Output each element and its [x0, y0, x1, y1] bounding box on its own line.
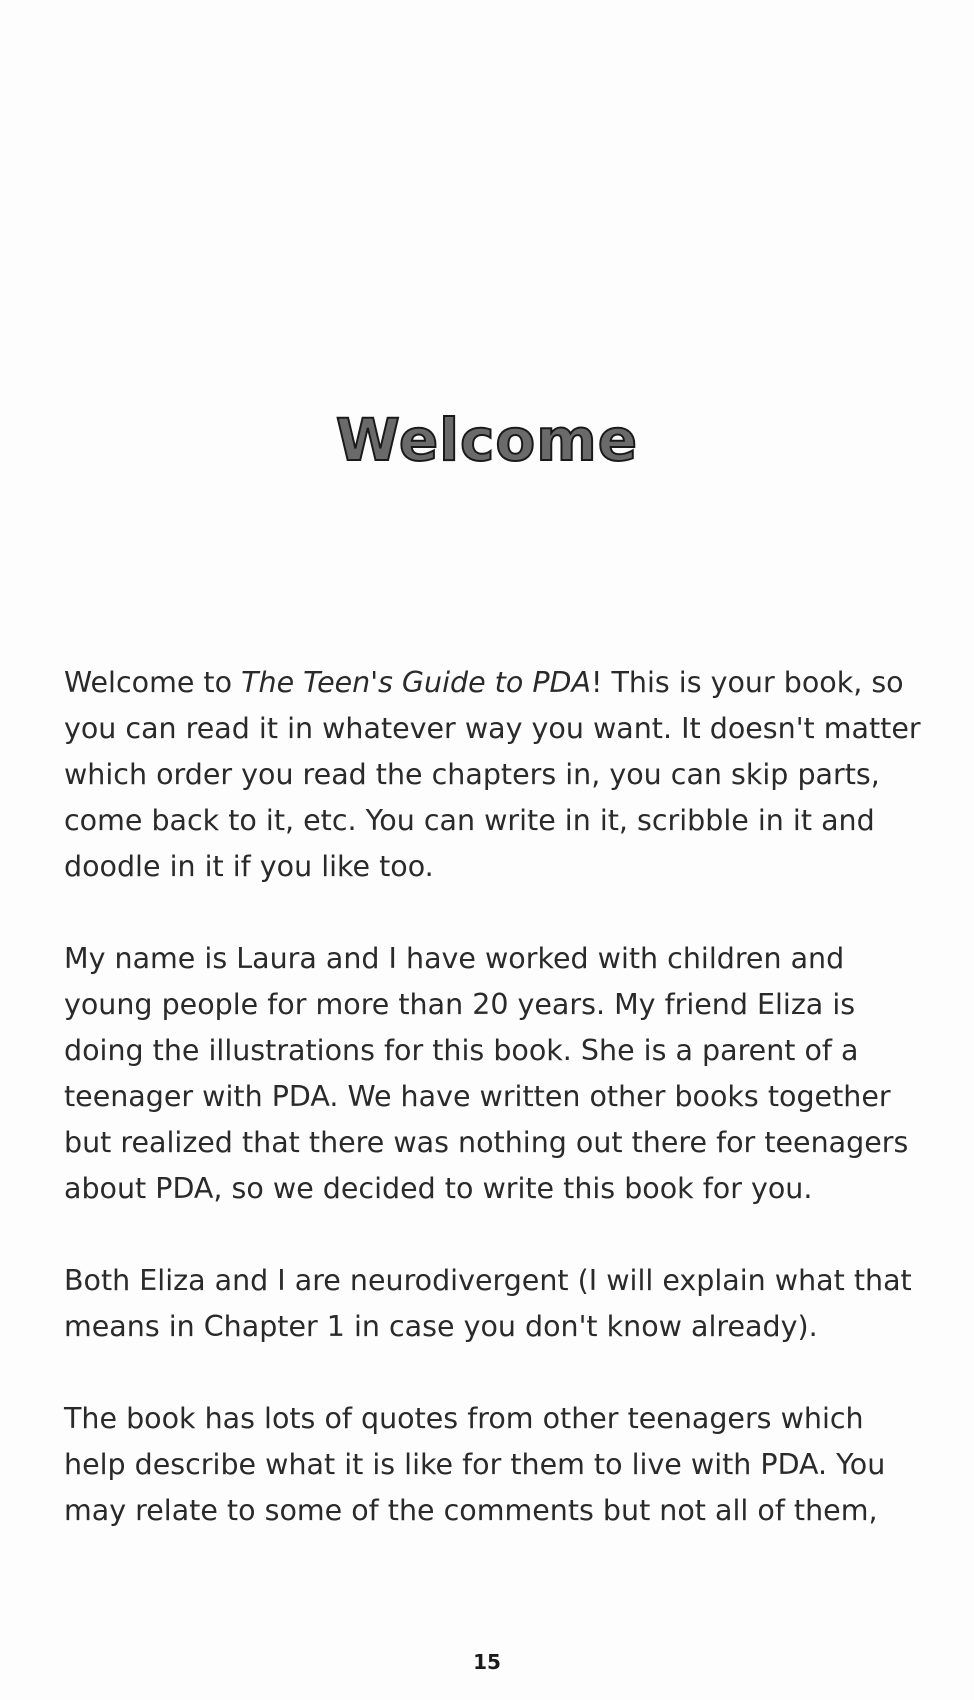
text-line: Welcome to The Teen's Guide to PDA! This is your book, so — [64, 666, 904, 699]
text-line: doodle in it if you like too. — [64, 850, 434, 883]
text-line: come back to it, etc. You can write in it, scribble in it and — [64, 804, 875, 837]
paragraph — [64, 936, 924, 1212]
text-line: you can read it in whatever way you want. It doesn't matter — [64, 712, 921, 745]
text-line: which order you read the chapters in, you can skip parts, — [64, 758, 880, 791]
chapter-title: Welcome — [335, 406, 639, 474]
text-line: My name is Laura and I have worked with children and — [64, 942, 845, 975]
text-line: but realized that there was nothing out there for teenagers — [64, 1126, 909, 1159]
paragraph — [64, 1258, 924, 1350]
body-text — [64, 660, 924, 1580]
text-line: The book has lots of quotes from other teenagers which — [64, 1402, 864, 1435]
text-line: teenager with PDA. We have written other books together — [64, 1080, 891, 1113]
text-line: help describe what it is like for them to live with PDA. You — [64, 1448, 886, 1481]
paragraph — [64, 1396, 924, 1534]
book-title: The Teen's Guide to PDA — [241, 666, 591, 699]
text-line: about PDA, so we decided to write this book for you. — [64, 1172, 813, 1205]
text-line: doing the illustrations for this book. She is a parent of a — [64, 1034, 859, 1067]
text-line: may relate to some of the comments but not all of them, — [64, 1494, 878, 1527]
text-line: means in Chapter 1 in case you don't know already). — [64, 1310, 818, 1343]
paragraph — [64, 660, 924, 890]
text-line: Both Eliza and I are neurodivergent (I will explain what that — [64, 1264, 912, 1297]
text-line: young people for more than 20 years. My friend Eliza is — [64, 988, 856, 1021]
page-number: 15 — [473, 1650, 501, 1674]
